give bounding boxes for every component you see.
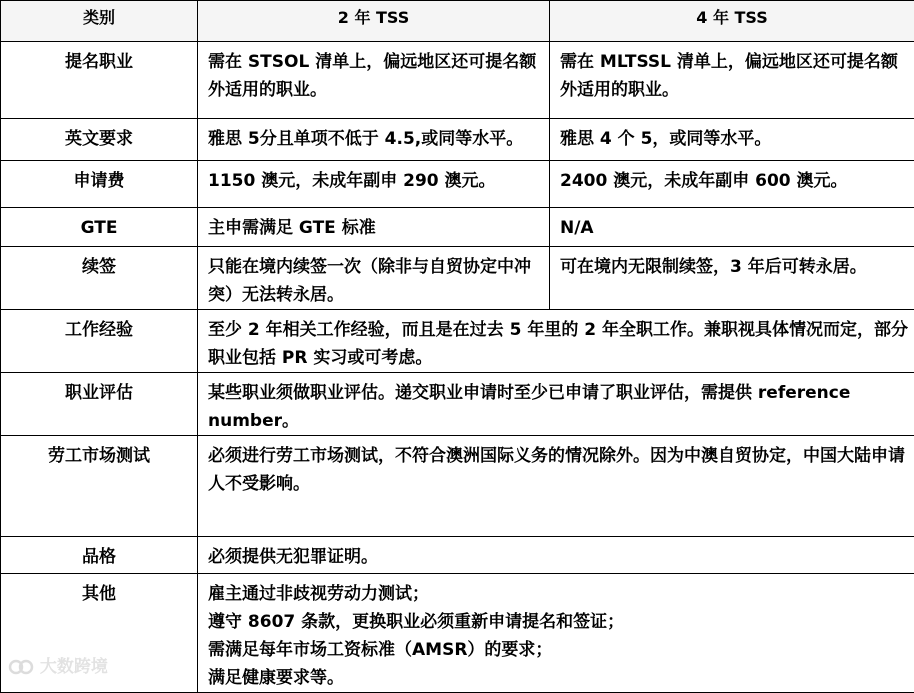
other-line: 遵守 8607 条款，更换职业必须重新申请提名和签证； [208, 608, 908, 636]
header-2yr-tss: 2 年 TSS [198, 1, 550, 42]
row-label: 品格 [1, 537, 198, 574]
cell-shared: 必须进行劳工市场测试，不符合澳洲国际义务的情况除外。因为中澳自贸协定，中国大陆申请人不受影响。 [198, 436, 914, 537]
cell-2yr: 需在 STSOL 清单上，偏远地区还可提名额外适用的职业。 [198, 42, 550, 119]
cell-2yr: 1150 澳元，未成年副申 290 澳元。 [198, 161, 550, 208]
row-label: 职业评估 [1, 373, 198, 436]
row-label: 劳工市场测试 [1, 436, 198, 537]
cell-4yr: N/A [550, 208, 914, 247]
row-label: 其他 [1, 574, 198, 693]
cell-2yr: 主申需满足 GTE 标准 [198, 208, 550, 247]
row-label: 续签 [1, 247, 198, 310]
other-line: 需满足每年市场工资标准（AMSR）的要求； [208, 636, 908, 664]
cell-2yr: 雅思 5分且单项不低于 4.5,或同等水平。 [198, 119, 550, 161]
row-label: GTE [1, 208, 198, 247]
table-row [1, 208, 914, 247]
row-label: 英文要求 [1, 119, 198, 161]
table-row [1, 574, 914, 693]
header-4yr-tss: 4 年 TSS [550, 1, 914, 42]
cell-shared: 至少 2 年相关工作经验，而且是在过去 5 年里的 2 年全职工作。兼职视具体情况而定，部分职业包括 PR 实习或可考虑。 [198, 310, 914, 373]
row-label: 工作经验 [1, 310, 198, 373]
row-label: 申请费 [1, 161, 198, 208]
table-row [1, 42, 914, 119]
cell-shared: 必须提供无犯罪证明。 [198, 537, 914, 574]
cell-2yr: 只能在境内续签一次（除非与自贸协定中冲突）无法转永居。 [198, 247, 550, 310]
table-row [1, 247, 914, 310]
header-row [1, 1, 914, 42]
tag-logo-icon [8, 657, 34, 677]
row-label: 提名职业 [1, 42, 198, 119]
cell-4yr: 可在境内无限制续签，3 年后可转永居。 [550, 247, 914, 310]
cell-shared: 某些职业须做职业评估。递交职业申请时至少已申请了职业评估，需提供 reference number。 [198, 373, 914, 436]
cell-4yr: 2400 澳元，未成年副申 600 澳元。 [550, 161, 914, 208]
watermark-text: 大数跨境 [40, 657, 108, 677]
cell-4yr: 雅思 4 个 5，或同等水平。 [550, 119, 914, 161]
table-row [1, 373, 914, 436]
table-row [1, 119, 914, 161]
header-category: 类别 [1, 1, 198, 42]
table-row [1, 310, 914, 373]
cell-4yr: 需在 MLTSSL 清单上，偏远地区还可提名额外适用的职业。 [550, 42, 914, 119]
watermark [8, 652, 108, 677]
other-line: 满足健康要求等。 [208, 664, 908, 692]
cell-other-lines [198, 574, 914, 693]
table-row [1, 537, 914, 574]
other-line: 雇主通过非歧视劳动力测试； [208, 580, 908, 608]
table-row [1, 436, 914, 537]
table-row [1, 161, 914, 208]
